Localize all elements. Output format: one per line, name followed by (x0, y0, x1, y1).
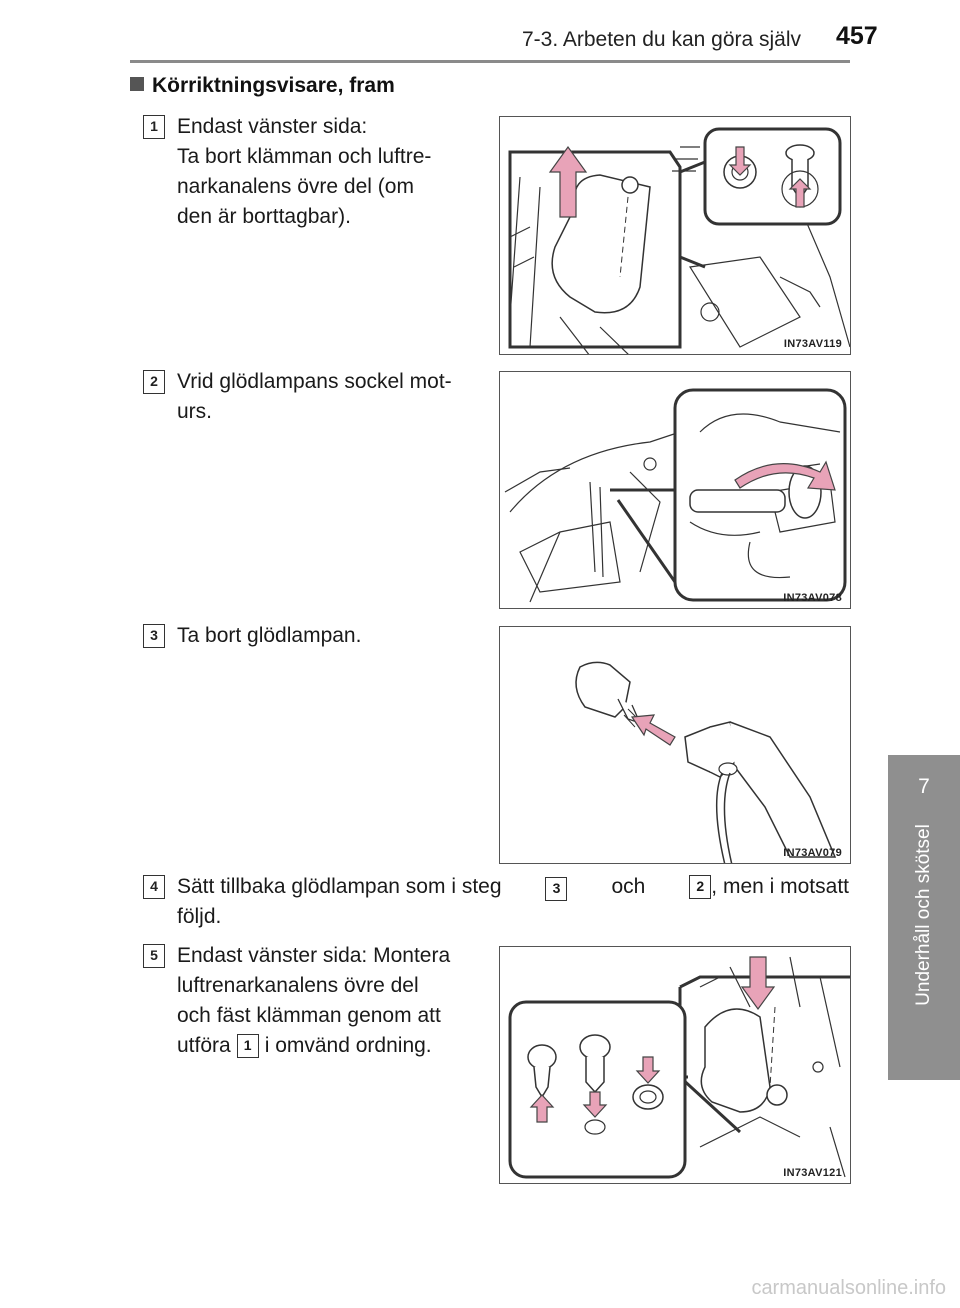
step-5-last-a: utföra (177, 1034, 231, 1057)
step-4-ref-2-badge: 2 (689, 875, 711, 899)
step-5-line-3: och fäst klämman genom att (177, 1004, 441, 1027)
step-2-line-2: urs. (177, 400, 213, 423)
page-number: 457 (836, 22, 878, 50)
step-5-line-1: Endast vänster sida: Montera (177, 944, 451, 967)
step-4-text (177, 872, 849, 932)
step-5-text (177, 941, 462, 1061)
step-5-illustration (499, 946, 851, 1184)
step-2-line-1: Vrid glödlampans sockel mot- (177, 370, 452, 393)
heading-square-icon (130, 77, 144, 91)
step-3-badge: 3 (143, 624, 165, 648)
step-5-badge: 5 (143, 944, 165, 968)
chapter-label: Underhåll och skötsel (913, 824, 934, 1006)
step-4-text-b: och (611, 875, 646, 898)
step-5-line-4 (177, 1031, 462, 1061)
watermark: carmanualsonline.info (751, 1277, 946, 1299)
step-1-illustration (499, 116, 851, 355)
step-1-line-3: narkanalens övre del (om (177, 175, 414, 198)
header-divider (130, 60, 850, 63)
step-2-illustration (499, 371, 851, 609)
step-4-text-a: Sätt tillbaka glödlampan som i steg (177, 875, 502, 898)
step-1-line-4: den är borttagbar). (177, 205, 351, 228)
step-4-text-d: följd. (177, 905, 222, 928)
step-4-text-c: , men i motsatt (711, 875, 849, 898)
step-4-line-1 (177, 872, 849, 902)
step-1-line-2: Ta bort klämman och luftre- (177, 145, 432, 168)
step-5-line-2: luftrenarkanalens övre del (177, 974, 419, 997)
step-1-text (177, 112, 462, 232)
step-5-figure-code: IN73AV121 (783, 1167, 842, 1179)
chapter-number: 7 (918, 775, 930, 798)
step-1-figure-code: IN73AV119 (783, 338, 842, 350)
section-heading-text: Körriktningsvisare, fram (152, 74, 395, 97)
step-4-ref-3-badge: 3 (545, 877, 567, 901)
chapter-side-tab (888, 755, 960, 1080)
step-1-badge: 1 (143, 115, 165, 139)
step-3-line-1: Ta bort glödlampan. (177, 624, 362, 647)
header-section-title: 7-3. Arbeten du kan göra själv (522, 28, 802, 51)
step-5-ref-1-badge: 1 (237, 1034, 259, 1058)
step-3-text (177, 621, 462, 651)
step-5-last-b: i omvänd ordning. (264, 1034, 432, 1057)
step-1-line-1: Endast vänster sida: (177, 115, 368, 138)
step-4-badge: 4 (143, 875, 165, 899)
step-2-badge: 2 (143, 370, 165, 394)
step-3-illustration (499, 626, 851, 864)
step-2-text (177, 367, 462, 427)
section-heading (130, 74, 395, 98)
step-3-figure-code: IN73AV079 (783, 847, 842, 859)
step-2-figure-code: IN73AV078 (783, 592, 842, 604)
